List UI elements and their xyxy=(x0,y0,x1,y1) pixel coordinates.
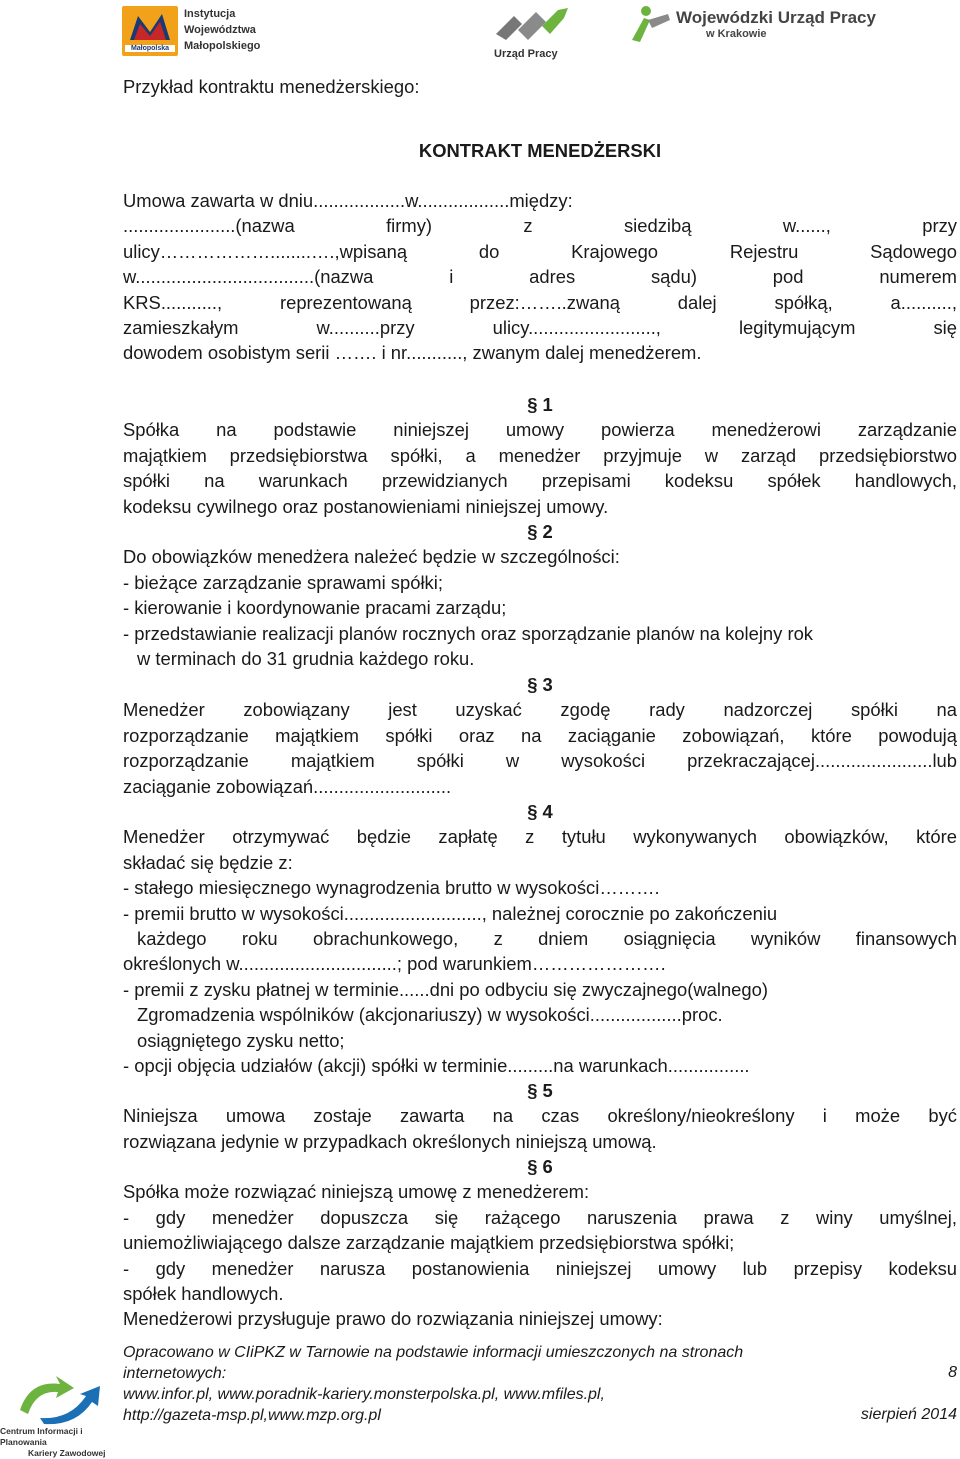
institution-line: Instytucja xyxy=(184,8,236,20)
section-line: zaciąganie zobowiązań........................... xyxy=(123,775,452,797)
section-heading: § 5 xyxy=(527,1080,553,1101)
section-line: - kierowanie i koordynowanie pracami zarządu; xyxy=(123,597,507,619)
section-6 xyxy=(123,1154,957,1332)
institution-line: Województwa xyxy=(184,24,256,36)
wup-title: Wojewódzki Urząd Pracy xyxy=(676,8,876,27)
section-line: - premii brutto w wysokości..........................., należnej corocznie po zakończeniu xyxy=(123,902,778,924)
section-line: określonych w...............................; pod warunkiem…………………. xyxy=(123,953,666,975)
section-line: - stałego miesięcznego wynagrodzenia brutto w wysokości………. xyxy=(123,877,660,899)
ciipkz-logo xyxy=(0,1370,128,1458)
page-header xyxy=(0,0,960,62)
section-line: rozporządzanie majątkiem spółki oraz na zaciąganie zobowiązań, które powodują xyxy=(123,724,957,746)
section-line: osiągniętego zysku netto; xyxy=(137,1029,345,1051)
preamble-line: KRS..........., reprezentowaną przez:……..zwaną dalej spółką, a.........., xyxy=(123,291,957,313)
wup-subtitle: w Krakowie xyxy=(706,28,767,40)
section-line: - przedstawianie realizacji planów rocznych oraz sporządzanie planów na kolejny rok xyxy=(123,622,813,644)
section-line: Spółka może rozwiązać niniejszą umowę z menedżerem: xyxy=(123,1181,590,1203)
page-number: 8 xyxy=(948,1364,957,1381)
urzad-pracy-logo xyxy=(492,4,572,60)
section-line: rozporządzanie majątkiem spółki w wysokości przekraczającej.......................lub xyxy=(123,750,957,772)
section-line: Niniejsza umowa zostaje zawarta na czas określony/nieokreślony i może być xyxy=(123,1105,957,1127)
preamble-line: Umowa zawarta w dniu..................w..................między: xyxy=(123,190,573,211)
section-line: składać się będzie z: xyxy=(123,851,293,873)
preamble-line: w...................................(nazwa i adres sądu) pod numerem xyxy=(123,266,957,288)
preamble-line: zamieszkałym w..........przy ulicy........................., legitymującym się xyxy=(123,317,957,339)
badge-label: Małopolska xyxy=(125,45,175,52)
section-3 xyxy=(123,672,957,799)
section-line: kodeksu cywilnego oraz postanowieniami niniejszej umowy. xyxy=(123,495,609,517)
section-5 xyxy=(123,1078,957,1154)
section-4 xyxy=(123,799,957,1078)
section-line: - gdy menedżer narusza postanowienia niniejszej umowy lub przepisy kodeksu xyxy=(123,1257,957,1279)
footer-source-text xyxy=(123,1342,744,1426)
section-line: majątkiem przedsiębiorstwa spółki, a menedżer przyjmuje w zarząd przedsiębiorstwo xyxy=(123,444,957,466)
ciipkz-line: Centrum Informacji i Planowania xyxy=(0,1426,83,1447)
section-line: Spółka na podstawie niniejszej umowy powierza menedżerowi zarządzanie xyxy=(123,419,957,441)
instytucja-wojewodztwa-logo xyxy=(122,6,292,58)
ciipkz-line: Kariery Zawodowej xyxy=(28,1448,106,1458)
section-heading: § 2 xyxy=(527,521,553,542)
section-line: każdego roku obrachunkowego, z dniem osiągnięcia wyników finansowych xyxy=(137,928,957,950)
section-heading: § 3 xyxy=(527,674,553,695)
section-line: uniemożliwiającego dalsze zarządzanie majątkiem przedsiębiorstwa spółki; xyxy=(123,1232,735,1254)
contract-title: KONTRAKT MENEDŻERSKI xyxy=(418,140,662,161)
ciipkz-name xyxy=(0,1426,128,1459)
footer-line: Opracowano w CIiPKZ w Tarnowie na podstawie informacji umieszczonych na stronach xyxy=(123,1344,744,1361)
section-line: - bieżące zarządzanie sprawami spółki; xyxy=(123,571,443,593)
section-heading: § 1 xyxy=(527,394,553,415)
preamble-line: ulicy………………........….,wpisaną do Krajowego Rejestru Sądowego xyxy=(123,240,957,262)
section-line: Zgromadzenia wspólników (akcjonariuszy) w wysokości..................proc. xyxy=(137,1004,723,1026)
section-line: Menedżer otrzymywać będzie zapłatę z tytułu wykonywanych obowiązków, które xyxy=(123,826,957,848)
preamble xyxy=(123,188,957,366)
institution-line: Małopolskiego xyxy=(184,40,261,52)
section-1 xyxy=(123,392,957,519)
section-line: Do obowiązków menedżera należeć będzie w szczególności: xyxy=(123,546,620,568)
section-line: rozwiązana jedynie w przypadkach określonych niniejszą umową. xyxy=(123,1130,657,1152)
ciipkz-arrows-icon xyxy=(0,1370,128,1426)
section-heading: § 6 xyxy=(527,1156,553,1177)
footer-line: internetowych: xyxy=(123,1365,227,1382)
malopolska-badge xyxy=(122,6,178,56)
intro-heading: Przykład kontraktu menedżerskiego: xyxy=(123,76,420,97)
section-line: spółek handlowych. xyxy=(123,1283,284,1305)
section-line: - premii z zysku płatnej w terminie......dni po odbyciu się zwyczajnego(walnego) xyxy=(123,978,768,1000)
wup-figure-icon xyxy=(628,4,674,44)
section-line: spółki na warunkach przewidzianych przepisami kodeksu spółek handlowych, xyxy=(123,470,957,492)
section-line: Menedżerowi przysługuje prawo do rozwiązania niniejszej umowy: xyxy=(123,1308,663,1330)
urzad-pracy-label: Urząd Pracy xyxy=(494,48,558,60)
section-heading: § 4 xyxy=(527,801,553,822)
urzad-pracy-arrows-icon xyxy=(492,4,572,46)
institution-name xyxy=(184,6,260,54)
footer-line: http://gazeta-msp.pl,www.mzp.org.pl xyxy=(123,1407,381,1424)
section-2 xyxy=(123,519,957,671)
page-footer xyxy=(0,1340,960,1458)
preamble-line: dowodem osobistym serii ……. i nr..........., zwanym dalej menedżerem. xyxy=(123,342,702,364)
section-line: - opcji objęcia udziałów (akcji) spółki w terminie.........na warunkach................ xyxy=(123,1055,750,1077)
footer-date: sierpień 2014 xyxy=(860,1406,957,1423)
section-line: Menedżer zobowiązany jest uzyskać zgodę rady nadzorczej spółki na xyxy=(123,699,957,721)
preamble-line: ......................(nazwa firmy) z siedzibą w......, przy xyxy=(123,215,957,237)
footer-line: www.infor.pl, www.poradnik-kariery.monsterpolska.pl, www.mfiles.pl, xyxy=(123,1386,605,1403)
wup-krakow-logo xyxy=(628,4,928,44)
section-line: w terminach do 31 grudnia każdego roku. xyxy=(137,648,475,670)
section-line: - gdy menedżer dopuszcza się rażącego naruszenia prawa z winy umyślnej, xyxy=(123,1206,957,1228)
